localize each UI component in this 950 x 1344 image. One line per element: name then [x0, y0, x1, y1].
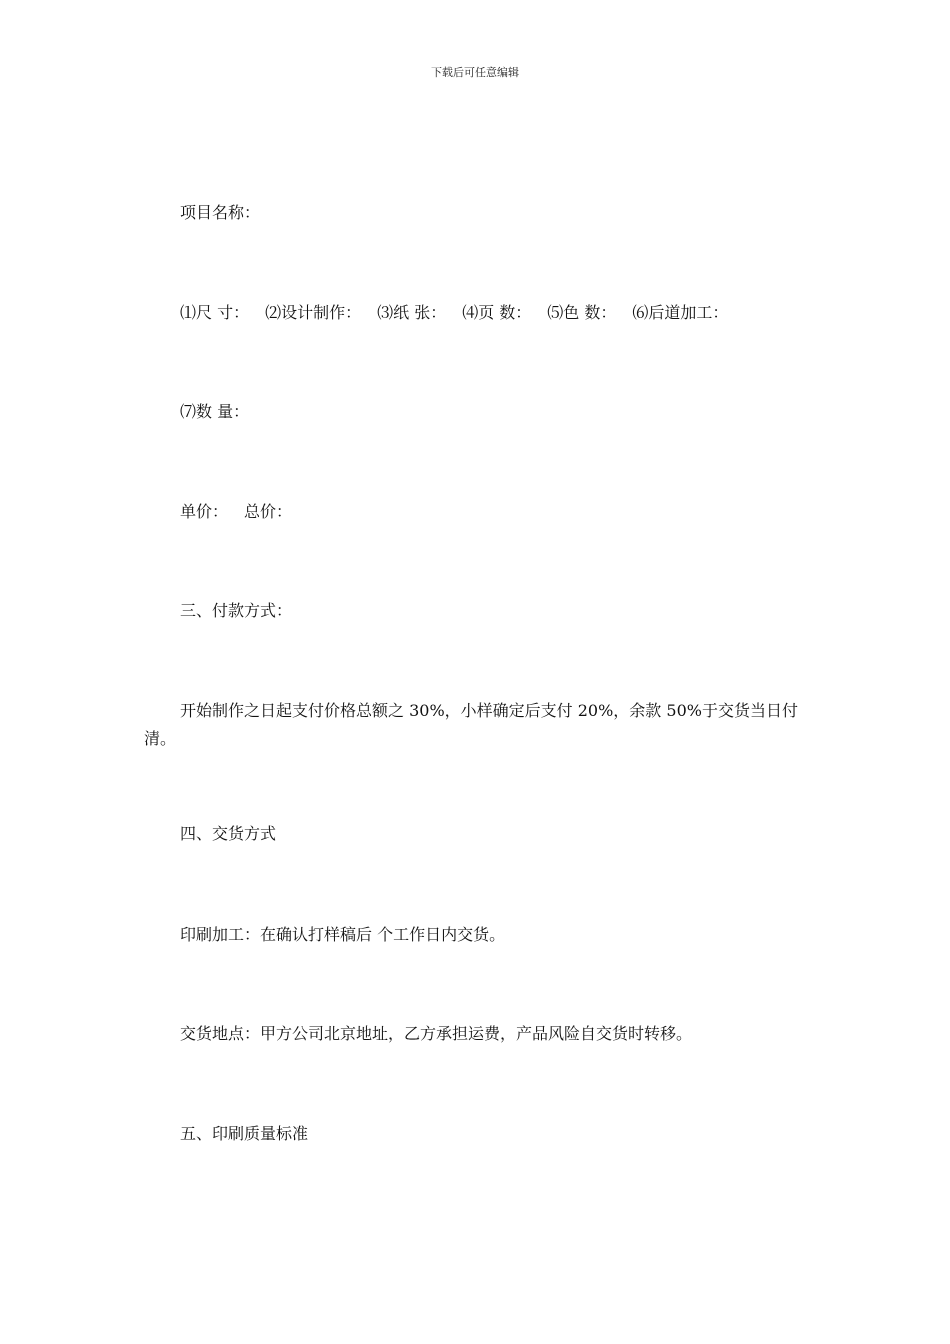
page-header: 下载后可任意编辑: [431, 66, 519, 79]
spec-pages: ⑷页 数：: [462, 303, 532, 322]
quantity-label: ⑺数 量：: [180, 402, 250, 421]
price-row: [180, 498, 292, 526]
total-price-label: 总价：: [244, 502, 293, 521]
project-name-label: 项目名称：: [180, 203, 261, 222]
spec-design: ⑵设计制作：: [265, 303, 362, 322]
section-5-title: 五、印刷质量标准: [180, 1124, 309, 1143]
specs-row: [180, 299, 728, 327]
section-4-title: 四、交货方式: [180, 824, 277, 843]
section-3-body: 开始制作之日起支付价格总额之 30%，小样确定后支付 20%，余款 50%于交货当日付清。: [144, 701, 798, 748]
spec-colors: ⑸色 数：: [547, 303, 617, 322]
spec-size: ⑴尺 寸：: [180, 303, 250, 322]
spec-paper: ⑶纸 张：: [377, 303, 447, 322]
unit-price-label: 单价：: [180, 502, 229, 521]
section-3-title: 三、付款方式：: [180, 601, 293, 620]
delivery-time: 印刷加工：在确认打样稿后 个工作日内交货。: [180, 925, 506, 944]
spec-finishing: ⑹后道加工：: [632, 303, 729, 322]
delivery-place: 交货地点：甲方公司北京地址，乙方承担运费，产品风险自交货时转移。: [180, 1024, 693, 1043]
